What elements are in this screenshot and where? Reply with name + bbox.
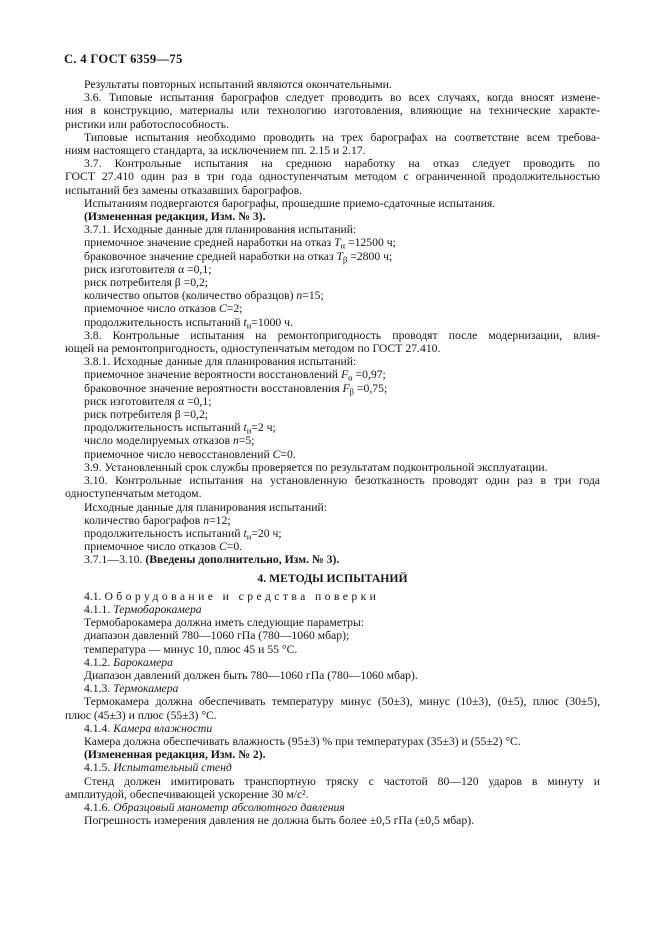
text-segment: Стенд должен имитировать транспортную тряску с частотой 80—120 ударов в минуту и [84, 774, 600, 788]
text-line [65, 788, 600, 801]
text-segment: риск изготовителя α =0,1; [84, 394, 212, 408]
text-segment: =0,97; [352, 368, 386, 382]
text-segment: =0. [280, 447, 296, 461]
text-segment: приемочное число отказов [84, 302, 219, 316]
text-segment: приемочное значение вероятности восстановлений [84, 368, 341, 382]
text-segment: количество опытов (количество образцов) [84, 289, 297, 303]
text-line [65, 276, 600, 289]
text-segment: C [272, 447, 281, 461]
text-segment: =2800 ч; [347, 249, 393, 263]
text-line [65, 342, 600, 355]
text-segment: β [343, 254, 348, 265]
text-line [65, 316, 600, 329]
text-segment: Испытаниям подвергаются барографы, прошедшие приемо-сдаточные испытания. [84, 196, 496, 210]
text-segment: и [246, 531, 252, 542]
text-segment: Исходные данные для планирования испытаний: [84, 500, 328, 514]
text-segment: риск изготовителя α =0,1; [84, 262, 212, 276]
clause-4-1-5-heading [65, 761, 600, 774]
text-segment: температура — минус 10, плюс 45 и 55 °С. [84, 642, 298, 656]
text-line [65, 395, 600, 408]
text-segment: t [243, 315, 247, 329]
text-segment: приемочное число невосстановлений [84, 447, 273, 461]
text-segment: =2; [226, 302, 243, 316]
text-segment: =12; [209, 513, 231, 527]
text-segment: плюс (45±3) и плюс (55±3) °С. [65, 708, 217, 722]
text-line [65, 78, 600, 91]
text-line [65, 540, 600, 553]
text-line [65, 616, 600, 629]
text-segment: 3.8.1. Исходные данные для планирования испытаний: [84, 355, 357, 369]
text-segment: продолжительность испытаний [84, 526, 244, 540]
text-segment: 3.7. Контрольные испытания на среднюю наработку на отказ следует проводить по [84, 157, 600, 171]
text-segment: Термобарокамера должна иметь следующие параметры: [84, 616, 365, 630]
text-segment: ниям настоящего стандарта, за исключением пп. 2.15 и 2.17. [65, 144, 366, 158]
text-line [65, 514, 600, 527]
text-segment: Камера влажности [113, 721, 213, 735]
text-segment: риск потребителя β =0,2; [84, 276, 209, 290]
amendment-note [65, 210, 600, 223]
text-line [65, 144, 600, 157]
text-segment: Типовые испытания необходимо проводить на трех барографах на соответствие всем требова- [84, 130, 600, 144]
text-segment: приемочное число отказов [84, 540, 219, 554]
section-4-heading [65, 572, 600, 585]
text-segment: Погрешность измерения давления не должна быть более ±0,5 гПа (±0,5 мбар). [84, 814, 475, 828]
document-body [65, 78, 600, 827]
text-line [65, 629, 600, 642]
text-segment: ющей на ремонтопригодность, одноступенчатым методом по ГОСТ 27.410. [65, 342, 441, 356]
text-segment: 4.1.4. [84, 721, 114, 735]
text-line [65, 408, 600, 421]
clause-4-1-4-heading [65, 722, 600, 735]
text-segment: одноступенчатым методом. [65, 487, 202, 501]
text-line [65, 434, 600, 447]
text-line [65, 250, 600, 263]
text-segment: C [218, 302, 227, 316]
page-header: С. 4 ГОСТ 6359—75 [64, 52, 183, 66]
text-line [65, 368, 600, 381]
text-segment: =12500 ч; [345, 236, 396, 250]
text-line [65, 355, 600, 368]
text-segment: испытаний без замены отказавших барографов. [65, 183, 303, 197]
text-segment: 4.1.2. [84, 655, 114, 669]
text-segment: приемочное значение средней наработки на отказ [84, 236, 335, 250]
text-segment: Испытательный стенд [113, 761, 232, 775]
text-segment: n [296, 289, 303, 303]
clause-4-1-3-heading [65, 682, 600, 695]
text-segment: t [243, 421, 247, 435]
text-segment: =20 ч; [251, 526, 282, 540]
text-segment: количество барографов [84, 513, 204, 527]
text-line [65, 643, 600, 656]
text-segment: T [334, 236, 341, 250]
text-line [65, 289, 600, 302]
text-segment: 4.1.5. [84, 761, 114, 775]
text-segment: T [336, 249, 343, 263]
clause-4-1-2-heading [65, 656, 600, 669]
text-segment: 3.9. Установленный срок службы проверяется по результатам подконтрольной эксплуатации. [84, 460, 548, 474]
text-line [65, 263, 600, 276]
text-line [65, 197, 600, 210]
text-segment: n [232, 434, 239, 448]
subsection-4-1-heading [65, 590, 600, 603]
text-segment: (Измененная редакция, Изм. № 2). [84, 748, 266, 762]
text-segment: Образцовый манометр абсолютного давления [113, 800, 345, 814]
text-segment: α [348, 372, 353, 383]
text-segment: браковочное значение средней наработки на отказ [84, 249, 337, 263]
clause-4-1-1-heading [65, 603, 600, 616]
text-segment: Оборудование и средства поверки [104, 589, 380, 603]
text-segment: (Введены дополнительно, Изм. № 3). [145, 553, 340, 567]
text-line [65, 695, 600, 708]
text-segment: диапазон давлений 780—1060 гПа (780—1060 мбар); [84, 629, 350, 643]
text-line [65, 814, 600, 827]
text-segment: 3.8. Контрольные испытания на ремонтопригодность проводят после модернизации, влия- [84, 328, 600, 342]
text-line [65, 474, 600, 487]
text-segment: C [218, 540, 227, 554]
text-segment: Результаты повторных испытаний являются окончательными. [84, 78, 392, 91]
text-segment: 4.1.1. [84, 602, 114, 616]
text-line [65, 302, 600, 315]
text-segment: и [246, 320, 252, 331]
text-line [65, 527, 600, 540]
text-segment: Барокамера [113, 655, 173, 669]
text-segment: 3.10. Контрольные испытания на установленную безотказность проводят один раз в три года [84, 474, 600, 488]
text-segment: Камера должна обеспечивать влажность (95±3) % при температурах (35±3) и (55±2) °С. [84, 734, 521, 748]
text-line [65, 553, 600, 566]
text-line [65, 487, 600, 500]
text-line [65, 448, 600, 461]
text-segment: F [342, 381, 350, 395]
text-line [65, 170, 600, 183]
text-segment: Диапазон давлений должен быть 780—1060 гПа (780—1060 мбар). [84, 668, 418, 682]
text-segment: ГОСТ 27.410 один раз в три года одноступенчатым методом с ограниченной продолжительностью [65, 170, 600, 184]
text-segment: 4. МЕТОДЫ ИСПЫТАНИЙ [257, 571, 408, 585]
text-segment: 4.1. [84, 589, 105, 603]
text-line [65, 421, 600, 434]
text-line [65, 501, 600, 514]
text-line [65, 236, 600, 249]
text-segment: =0,75; [353, 381, 388, 395]
text-segment: ния в конструкцию, материалы или технологию изготовления, влияющие на технические характе- [65, 104, 600, 118]
amendment-note [65, 748, 600, 761]
text-segment: =5; [238, 434, 255, 448]
text-line [65, 157, 600, 170]
text-segment: риск потребителя β =0,2; [84, 408, 209, 422]
text-segment: продолжительность испытаний [84, 421, 244, 435]
text-segment: =2 ч; [251, 421, 276, 435]
text-segment: =1000 ч. [251, 315, 293, 329]
text-line [65, 709, 600, 722]
clause-4-1-6-heading [65, 801, 600, 814]
text-segment: ристики или работоспособность. [65, 117, 230, 131]
text-line [65, 461, 600, 474]
text-segment: Термокамера [113, 682, 179, 696]
text-segment: Термокамера должна обеспечивать температуру минус (50±3), минус (10±3), (0±5), плюс (30±5), [84, 695, 600, 709]
text-line [65, 329, 600, 342]
text-segment: и [246, 425, 252, 436]
text-segment: α [340, 240, 346, 251]
text-segment: n [203, 513, 210, 527]
text-line [65, 91, 600, 104]
text-segment: 3.7.1. Исходные данные для планирования испытаний: [84, 223, 357, 237]
text-segment: 4.1.6. [84, 800, 114, 814]
text-segment: β [349, 386, 354, 397]
text-segment: Термобарокамера [113, 602, 202, 616]
text-segment: браковочное значение вероятности восстановления [84, 381, 343, 395]
text-segment: =0. [226, 540, 243, 554]
text-line [65, 131, 600, 144]
text-line [65, 735, 600, 748]
text-segment: продолжительность испытаний [84, 315, 244, 329]
text-segment: 4.1.3. [84, 682, 114, 696]
text-line [65, 223, 600, 236]
text-segment: =15; [302, 289, 324, 303]
text-segment: t [243, 526, 247, 540]
text-line [65, 118, 600, 131]
text-segment: (Измененная редакция, Изм. № 3). [84, 210, 266, 224]
text-segment: число моделируемых отказов [84, 434, 233, 448]
text-line [65, 184, 600, 197]
text-segment: 3.6. Типовые испытания барографов следует проводить во всех случаях, когда вносят измене- [84, 91, 600, 105]
text-line [65, 382, 600, 395]
text-segment: амплитудой, обеспечивающей ускорение 30 м/с². [65, 787, 309, 801]
text-segment: 3.7.1—3.10. [84, 553, 146, 567]
text-line [65, 775, 600, 788]
text-line [65, 104, 600, 117]
text-segment: F [340, 368, 349, 382]
text-line [65, 669, 600, 682]
